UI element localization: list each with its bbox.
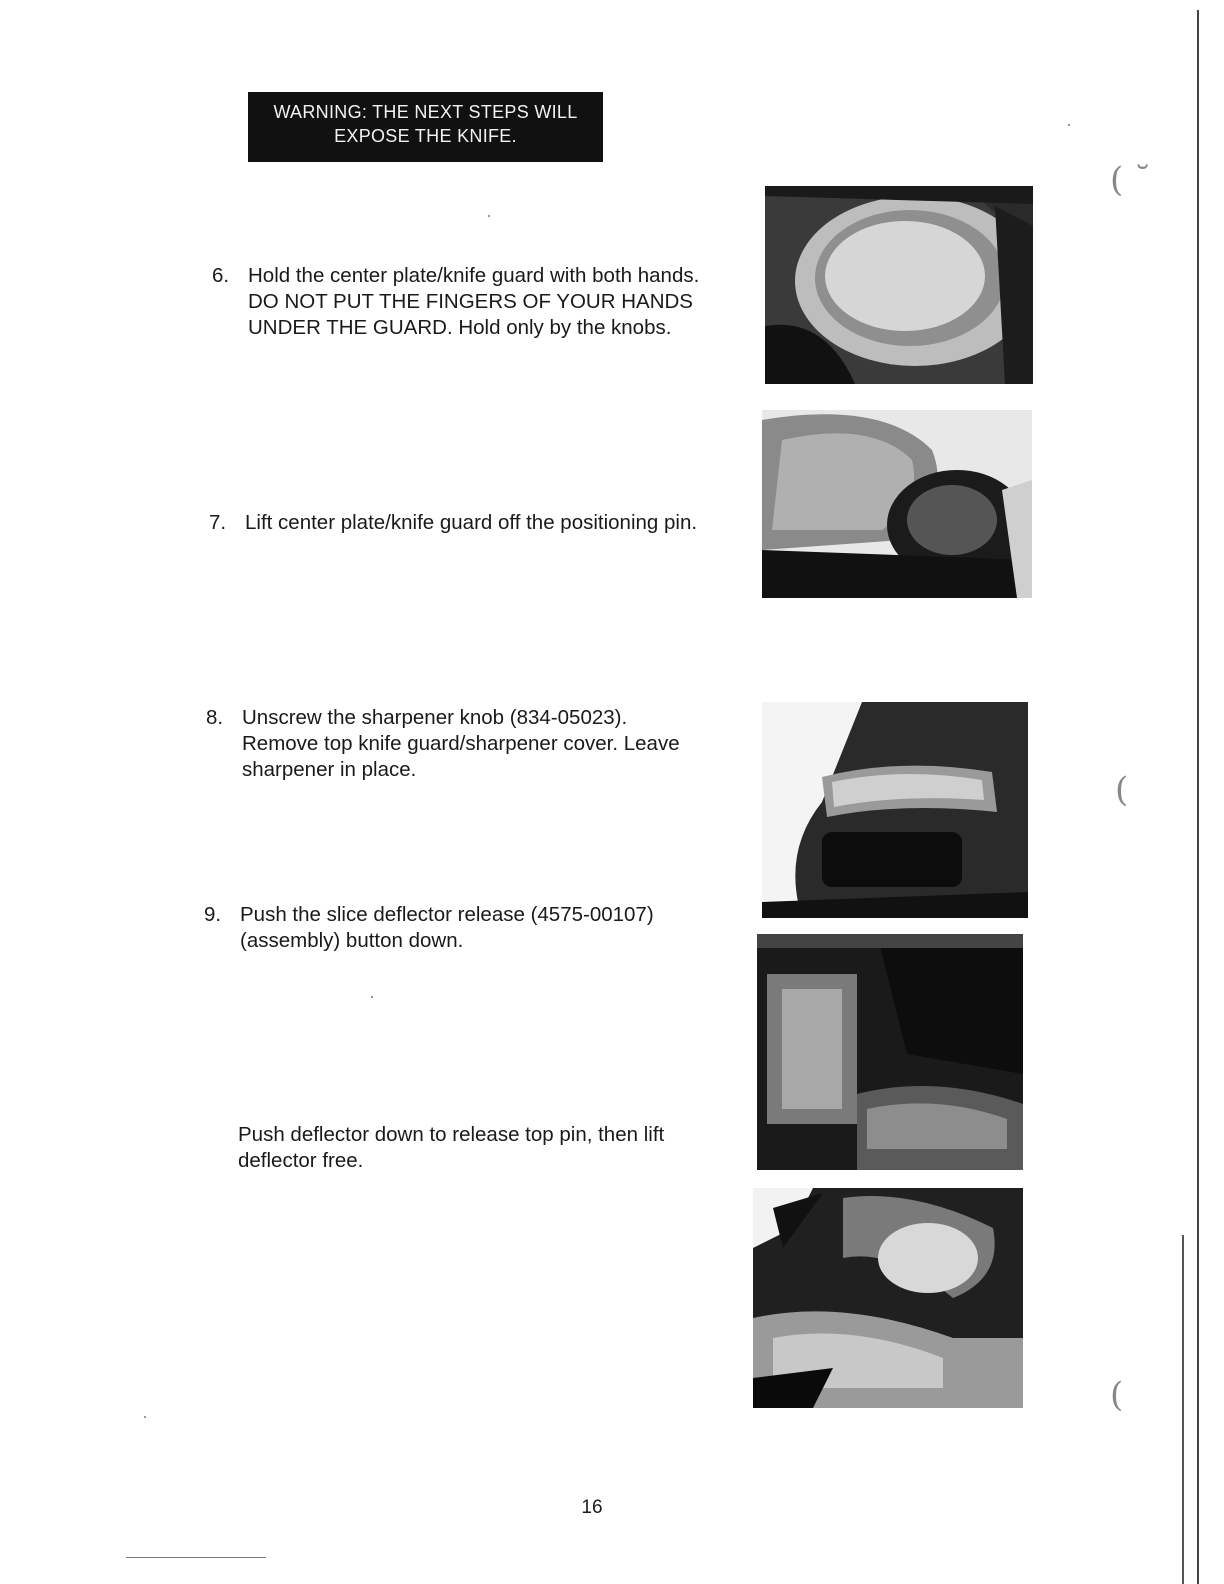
step-text (245, 510, 697, 536)
step-line: UNDER THE GUARD. Hold only by the knobs. (248, 316, 672, 339)
step-line: Lift center plate/knife guard off the positioning pin. (245, 511, 698, 534)
punch-hole-mark: ( (1110, 1375, 1124, 1415)
footer-divider (126, 1557, 266, 1558)
photo-deflector-free (753, 1188, 1023, 1408)
warning-line-1: WARNING: THE NEXT STEPS WILL (273, 102, 578, 122)
step-line: (assembly) button down. (240, 929, 464, 952)
page-number: 16 (581, 1497, 603, 1518)
step-line: sharpener in place. (242, 758, 417, 781)
scan-speck (488, 215, 490, 217)
step-number: 8. (206, 706, 224, 729)
note-line: deflector free. (238, 1149, 364, 1172)
step-number: 6. (212, 264, 230, 287)
step-text (242, 705, 680, 783)
scan-speck (371, 996, 373, 998)
step-line: DO NOT PUT THE FINGERS OF YOUR HANDS (248, 290, 693, 313)
note-line: Push deflector down to release top pin, then lift (238, 1123, 665, 1146)
warning-line-2: EXPOSE THE KNIFE. (334, 126, 517, 146)
step-line: Hold the center plate/knife guard with both hands. (248, 264, 700, 287)
page-edge-line (1182, 1235, 1184, 1584)
step-line: Unscrew the sharpener knob (834-05023). (242, 706, 628, 729)
step-number: 9. (204, 903, 222, 926)
warning-banner (248, 92, 603, 162)
step-number: 7. (209, 511, 227, 534)
deflector-note (238, 1122, 664, 1174)
punch-hole-mark: ( (1115, 770, 1129, 810)
step-line: Remove top knife guard/sharpener cover. Leave (242, 732, 680, 755)
step-text (240, 902, 654, 954)
step-line: Push the slice deflector release (4575-00107) (240, 903, 654, 926)
photo-knife-guard (765, 186, 1033, 384)
step-text (248, 263, 699, 341)
photo-deflector-release (757, 934, 1023, 1170)
punch-hole-mark: ( ˘ (1110, 160, 1152, 200)
scan-speck (1068, 124, 1070, 126)
scan-speck (144, 1416, 146, 1418)
photo-sharpener-knob (762, 702, 1028, 918)
photo-lift-plate (762, 410, 1032, 598)
page-edge-line (1197, 10, 1199, 1584)
